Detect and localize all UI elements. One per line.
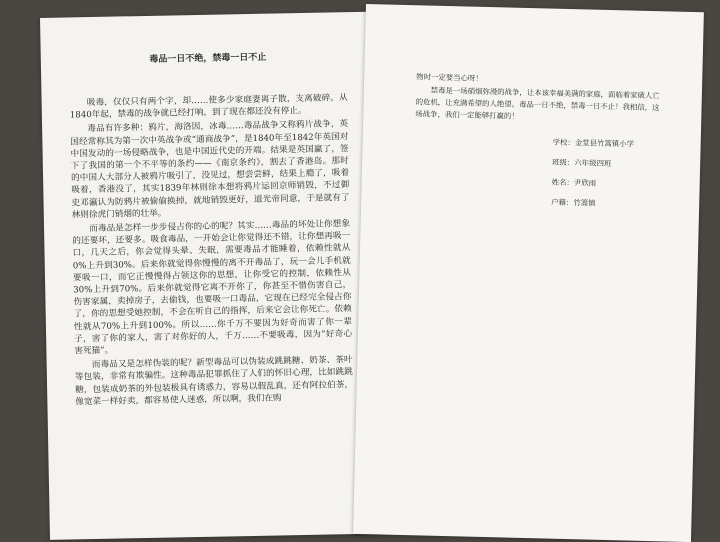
- right-paper-page: [353, 4, 704, 542]
- paragraph-disguise: 而毒品又是怎样伪装的呢？新型毒品可以伪装成跳跳糖、奶茶、茶叶等包装，非常有欺骗性。这种毒品犯罪抓住了人们的怀旧心理，比如跳跳糖，包装成奶茶的外包装极具有诱惑力，容易以假乱真，还有阿拉伯茶，像宽菜一样好卖，都容易使人迷惑，所以啊，我们在购: [74, 355, 354, 408]
- paragraph-dependence: 而毒品是怎样一步步侵占你的心的呢？其实……毒品的坏处让你想象的还要坏，还要多。吸食毒品，一开始会让你觉得还不错，让你想再吸一口，几天之后，你会觉得头晕、失眠，需要毒品才能睡着，依赖性就从0%上升到30%。后来你就觉得你慢慢的离不开毒品了，玩一会儿手机就要吸一口，而它正慢慢得占领这你的思想，让你受它的控制，依赖性从30%上升到70%。后来你就觉得它离不开你了，你甚至不惜伤害自己，伤害家属，卖掉房子，去偷钱，也要吸一口毒品，它现在已经完全侵占你了，你的思想受她控制，不会在听自己的指挥，后来它会让你死亡。依赖性就从70%上升到100%。所以……你千万不要因为好奇而害了你一辈子，害了你的家人，害了对你好的人，千万……不要吸毒，因为“好奇心害死猫”。: [72, 219, 353, 357]
- paragraph-intro: 吸毒，仅仅只有两个字，却……使多少家庭妻离子散，支离破碎。从1840年起，禁毒的战争就已经打响，到了现在都还没有停止。: [69, 93, 348, 121]
- signature-class: 班级：六年级四班: [552, 157, 612, 169]
- signature-household: 户籍：竹篙镇: [551, 197, 596, 208]
- paragraph-history: 毒品有许多种：鸦片，海洛因，冰毒……毒品战争又称鸦片战争，英国经常称其为第一次中英战争或“通商战争”，是1840年至1842年英国对中国发动的一场侵略战争，也是中国近代史的开端。结果是英国赢了，签下了我国的第一个不平等的条约——《南京条约》，割去了香港岛。那时的中国人大部分人被鸦片吸引了，没见过，想尝尝鲜，结果上瘾了，吸着吸着，香港没了，其实1839年林则徐本想将鸦片运回京师销毁，不过御史邓瀛认为防鸦片被偷偷换掉，就地销毁更好，道光帝同意，于是就有了林则徐虎门销烟的壮举。: [70, 119, 350, 221]
- signature-name: 姓名：尹欣雨: [551, 177, 597, 188]
- signature-block: [551, 133, 634, 215]
- right-body-text: [415, 71, 662, 127]
- paragraph-conclusion: 禁毒是一场硝烟弥漫的战争，让本该幸福美满的家庭，面临着家破人亡的危机，让充满希望的人绝望。毒品一日不绝，禁毒一日不止！我相信，这场战争，我们一定能够打赢的！: [415, 85, 660, 121]
- paragraph-continuation: 物时一定要当心呀！: [416, 72, 483, 83]
- left-paper-page: [40, 12, 384, 540]
- signature-school: 学校：金堂县竹篙镇小学: [552, 137, 635, 149]
- essay-title: 毒品一日不绝，禁毒一日不止: [149, 52, 267, 65]
- left-body-text: [70, 92, 354, 410]
